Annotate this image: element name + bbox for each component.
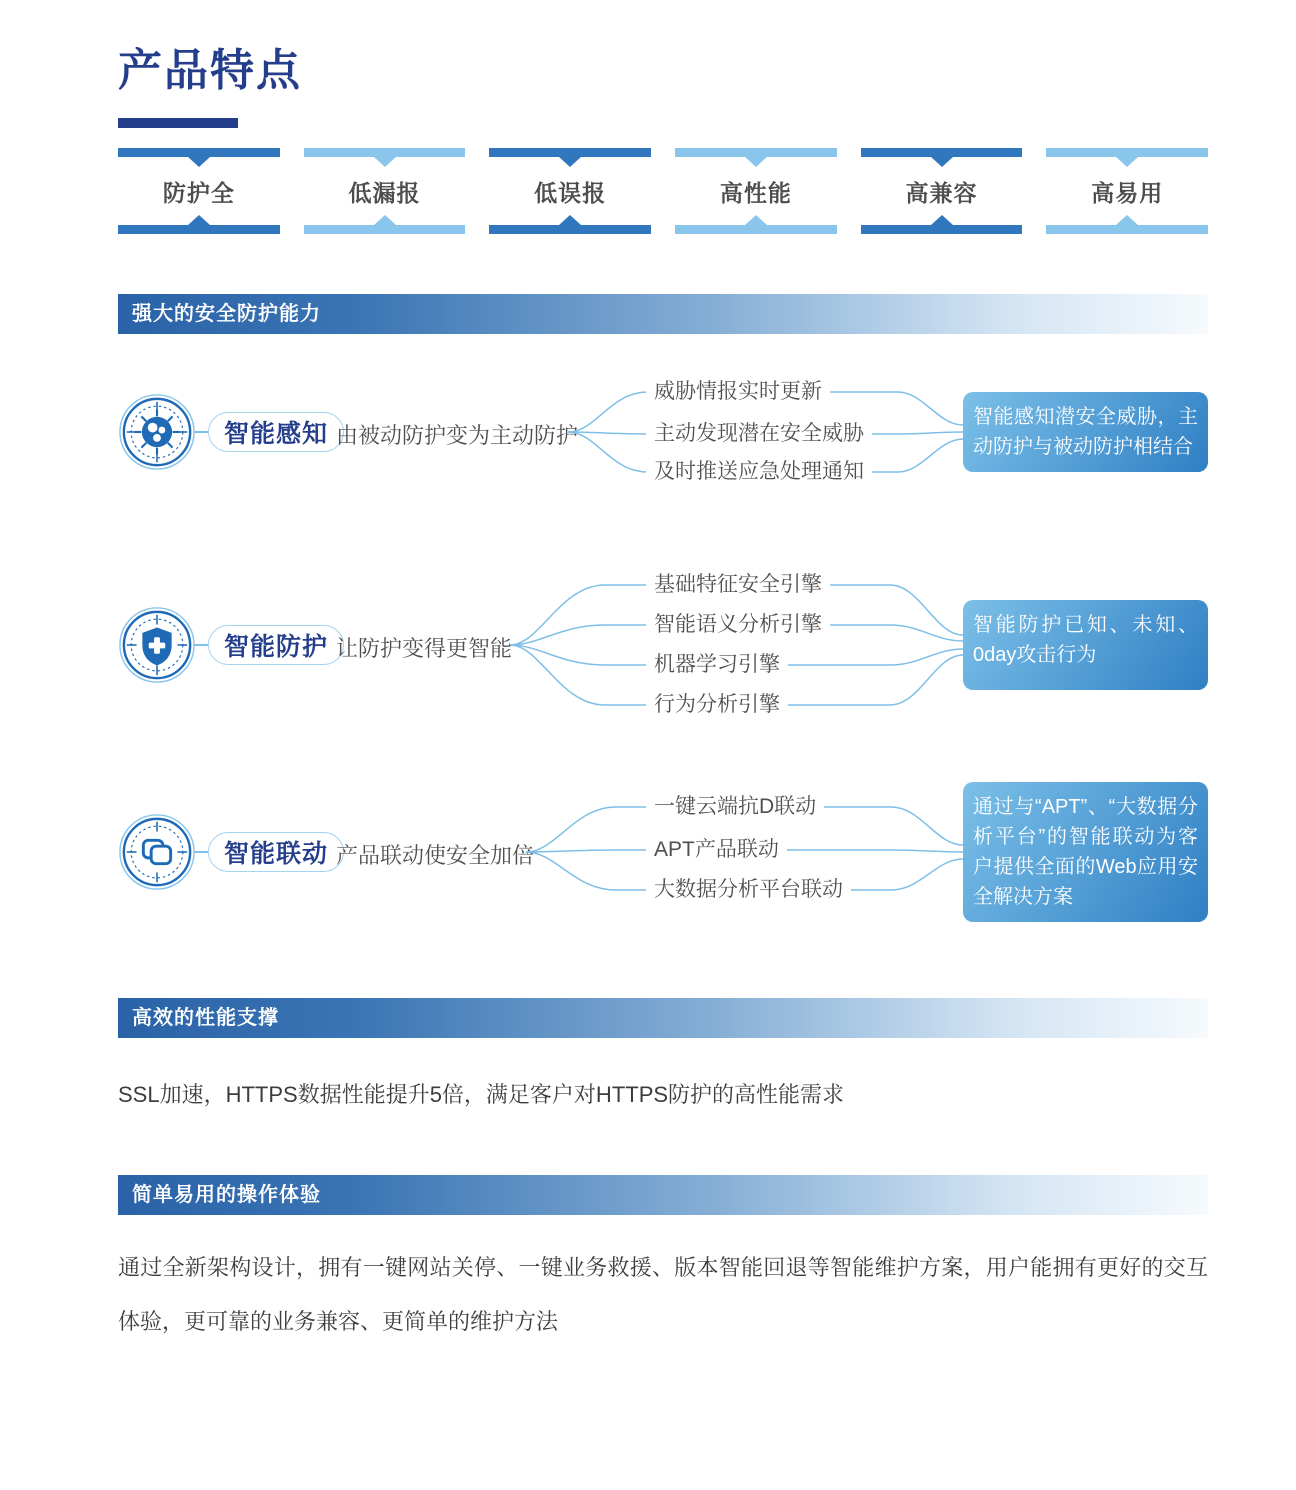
branch-label: 机器学习引擎	[646, 651, 788, 679]
page-title: 产品特点	[118, 46, 302, 95]
tab-bar-top	[1046, 148, 1208, 157]
summary-box-perception: 智能感知潜安全威胁，主动防护与被动防护相结合	[963, 392, 1208, 472]
tab-high-performance[interactable]	[675, 148, 837, 234]
tab-bar-bottom	[489, 225, 651, 234]
feature-pill-protection: 智能防护	[208, 625, 344, 665]
tab-low-false-negative[interactable]	[304, 148, 466, 234]
branch-label: 威胁情报实时更新	[646, 378, 830, 406]
tab-label: 低误报	[534, 179, 607, 206]
tab-label: 高易用	[1091, 179, 1164, 206]
branch-label: 行为分析引擎	[646, 691, 788, 719]
feature-row-protection	[118, 564, 1208, 729]
link-squares-icon	[118, 813, 196, 891]
feature-subtitle: 由被动防护变为主动防护	[336, 423, 579, 448]
feature-row-perception	[118, 364, 1208, 500]
usability-description: 通过全新架构设计，拥有一键网站关停、一键业务救援、版本智能回退等智能维护方案，用户能拥有更好的交互体验，更可靠的业务兼容、更简单的维护方法	[118, 1255, 1208, 1334]
tab-bar-bottom	[304, 225, 466, 234]
tab-label: 高兼容	[905, 179, 978, 206]
tab-full-protection[interactable]	[118, 148, 280, 234]
branch-label: 大数据分析平台联动	[646, 876, 851, 904]
branch-label: 及时推送应急处理通知	[646, 458, 872, 486]
section-header-usability: 简单易用的操作体验	[118, 1175, 1208, 1215]
tab-low-false-positive[interactable]	[489, 148, 651, 234]
tab-bar-bottom	[861, 225, 1023, 234]
tab-bar-bottom	[1046, 225, 1208, 234]
branch-label: 主动发现潜在安全威胁	[646, 420, 872, 448]
feature-row-linkage	[118, 779, 1208, 929]
feature-pill-linkage: 智能联动	[208, 832, 344, 872]
tab-high-usability[interactable]	[1046, 148, 1208, 234]
tab-label: 防护全	[162, 179, 235, 206]
branch-label: 一键云端抗D联动	[646, 793, 824, 821]
title-underline	[118, 118, 238, 128]
tab-label: 低漏报	[348, 179, 421, 206]
summary-box-protection: 智能防护已知、未知、0day攻击行为	[963, 600, 1208, 690]
tab-bar-top	[118, 148, 280, 157]
feature-subtitle: 让防护变得更智能	[336, 636, 513, 661]
tab-bar-bottom	[118, 225, 280, 234]
feature-subtitle: 产品联动使安全加倍	[336, 843, 535, 868]
icon-connector-line	[194, 644, 208, 646]
feature-pill-perception: 智能感知	[208, 412, 344, 452]
tab-label: 高性能	[719, 179, 792, 206]
icon-connector-line	[194, 851, 208, 853]
feature-tabs	[118, 148, 1208, 234]
capability-diagram	[118, 334, 1208, 974]
tab-high-compatibility[interactable]	[861, 148, 1023, 234]
tab-bar-top	[304, 148, 466, 157]
page-content	[118, 34, 1208, 1349]
radar-perception-icon	[118, 393, 196, 471]
tab-bar-top	[489, 148, 651, 157]
branch-label: APT产品联动	[646, 836, 787, 864]
summary-box-linkage: 通过与“APT”、“大数据分析平台”的智能联动为客户提供全面的Web应用安全解决方案	[963, 782, 1208, 922]
section-header-security: 强大的安全防护能力	[118, 294, 1208, 334]
section-header-performance: 高效的性能支撑	[118, 998, 1208, 1038]
icon-connector-line	[194, 431, 208, 433]
tab-bar-top	[675, 148, 837, 157]
performance-description: SSL加速，HTTPS数据性能提升5倍，满足客户对HTTPS防护的高性能需求	[118, 1082, 845, 1107]
tab-bar-bottom	[675, 225, 837, 234]
branch-label: 智能语义分析引擎	[646, 611, 830, 639]
branch-label: 基础特征安全引擎	[646, 571, 830, 599]
tab-bar-top	[861, 148, 1023, 157]
shield-plus-icon	[118, 606, 196, 684]
